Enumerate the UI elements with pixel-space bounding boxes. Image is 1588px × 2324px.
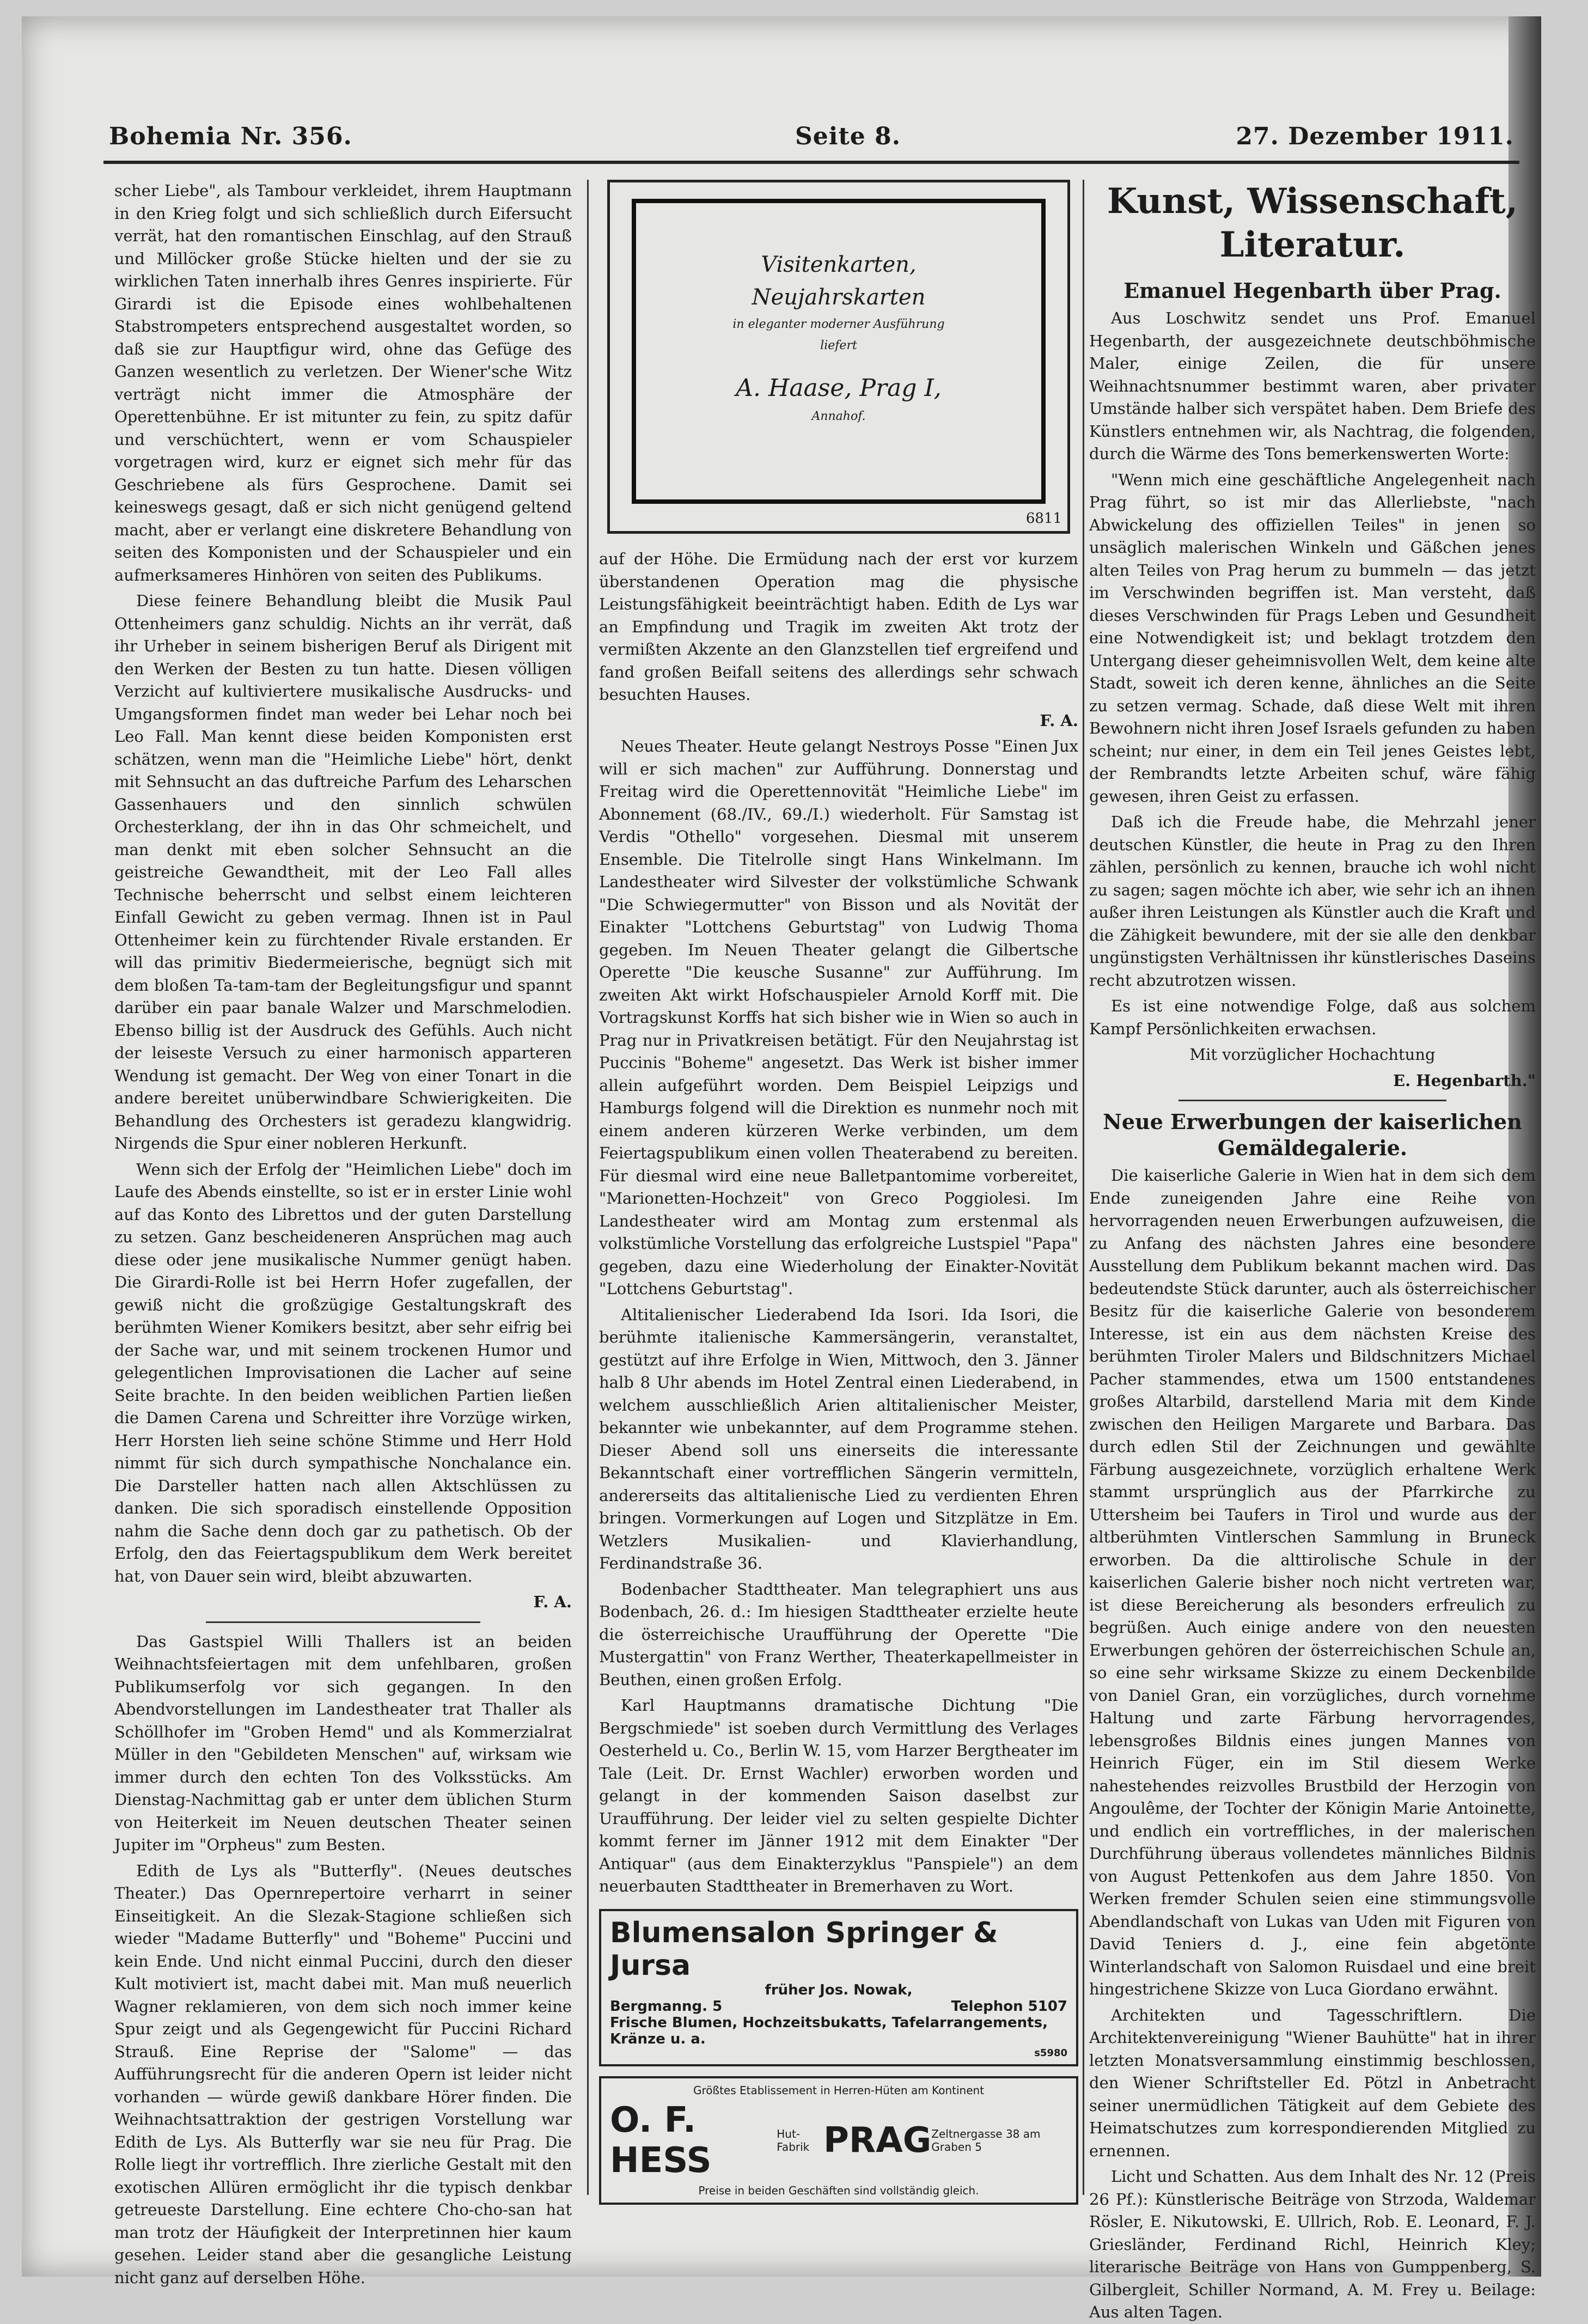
newspaper-page [22, 16, 1541, 2321]
article-heading: Neue Erwerbungen der kaiserlichen Gemäldegalerie. [1103, 1109, 1522, 1160]
article-paragraph: Es ist eine notwendige Folge, daß aus solchem Kampf Persönlichkeiten erwachsen. [1089, 997, 1536, 1038]
column-rule-2 [1083, 180, 1084, 2195]
article-heading: Emanuel Hegenbarth über Prag. [1123, 278, 1501, 303]
article-paragraph: Das Gastspiel Willi Thallers ist an beiden Weihnachtsfeiertagen mit dem unfehlbaren, großen Publikumserfolg vor sich gegangen. In den Abendvorstellungen im Landestheater trat Thaller als Schöllhofer im "Groben Hemd" und als Kommerzialrat Müller in den "Gebildeten Menschen" auf, wirksam wie immer durch den echten Ton des Volksstücks. Am Dienstag-Nachmittag gab er unter dem üblichen Sturm von Heiterkeit im Neuen deutschen Theater seinen Jupiter im "Orpheus" zum Besten. [114, 1632, 572, 1854]
ad-brand: O. F. HESS [610, 2100, 712, 2181]
ad-line: in eleganter moderner Ausführung [732, 318, 945, 331]
column-2 [599, 180, 1078, 2206]
article-paragraph: Diese feinere Behandlung bleibt die Musik Paul Ottenheimers ganz schuldig. Nichts an ihr verrät, daß ihr Urheber in seinem bisherigen Beruf als Dirigent mit den Werken der Besten zu tun hatte. Diesen völligen Verzicht auf kultiviertere musikalische Ausdrucks- und Umgangsformen findet man weder bei Lehar noch bei Leo Fall. Man kennt diese beiden Komponisten erst schätzen, wenn man die "Heimliche Liebe" hört, denkt mit Sehnsucht an das duftreiche Parfum des Leharschen Gassenhauers und den sinnlich schwülen Orchesterklang, der ihn in das Ohr schmeichelt, und man denkt mit eben solcher Sehnsucht an die geistreiche Gewandtheit, mit der Leo Fall alles Technische beherrscht und selbst einem leichteren Einfall Gewicht zu geben vermag. Ihnen ist in Paul Ottenheimer kein zu fürchtender Rivale erstanden. Er will das primitiv Biedermeierische, begnügt sich mit dem bloßen Ta-tam-tam der Begleitungsfigur und spannt darüber ein paar banale Walzer und Marschmelodien. Ebenso billig ist der Ausdruck des Gefühls. Auch nicht der leiseste Versuch zu einer harmonisch apparteren Wendung ist gemacht. Der Weg von einer Tonart in die andere bereitet unüberwindbare Schwierigkeiten. Die Behandlung des Orchesters ist geradezu klangwidrig. Nirgends die Spur einer nobleren Herkunft. [114, 591, 572, 1152]
ad-line: Visitenkarten, [761, 252, 917, 277]
article-paragraph: Licht und Schatten. Aus dem Inhalt des Nr. 12 (Preis 26 Pf.): Künstlerische Beiträge von Strzoda, Waldemar Rösler, E. Nikutowski, E. Ullrich, Rob. E. Leonard, F. J. Griesländer, Ferdinand Richl, Heinrich Kley; literarische Beiträge von Hans von Gumppenberg, S. Gilbergleit, Schiller Normand, A. M. Frey u. Beilage: Aus alten Tagen. [1089, 2167, 1536, 2321]
ad-phone: Telephon 5107 [951, 1998, 1067, 2015]
advertisement-hess [599, 2076, 1078, 2205]
author-signature: F. A. [533, 1593, 572, 1611]
ad-line: liefert [820, 339, 857, 352]
ad-line: Neujahrskarten [752, 285, 926, 310]
ad-line: früher Jos. Nowak, [765, 1981, 913, 1998]
ad-code: 6811 [1025, 510, 1062, 527]
ad-line: Annahof. [811, 410, 866, 423]
article-paragraph: Wenn sich der Erfolg der "Heimlichen Liebe" doch im Laufe des Abends einstellte, so ist er in erster Linie wohl auf das Konto des Librettos und der guten Darstellung zu setzen. Ganz bescheideneren Ansprüchen mag auch diese oder jene musikalische Nummer genügt haben. Die Girardi-Rolle ist bei Herrn Hofer zugefallen, der gewiß nicht die großzügige Gestaltungskraft des berühmten Wiener Komikers besitzt, aber sehr eifrig bei der Sache war, und mit seinem trockenen Humor und gelegentlichen Improvisationen die Lacher auf seine Seite brachte. In den beiden weiblichen Partien ließen die Damen Carena und Schreitter ihre Vorzüge wirken, Herr Horsten lieh seine schöne Stimme und Herr Hold nimmt für sich durch sympathische Nonchalance ein. Die Darsteller hatten nach allen Aktschlüssen zu danken. Die sich sporadisch einstellende Opposition nahm die Sache denn doch gar zu pathetisch. Ob der Erfolg, den das Feiertagspublikum dem Werk bereitet hat, von Dauer sein wird, bleibt abzuwarten. [114, 1160, 572, 1585]
ad-line: Frische Blumen, Hochzeitsbukatts, Tafelarrangements, Kränze u. a. [610, 2014, 1048, 2047]
ad-line: Hut-Fabrik [777, 2127, 810, 2154]
ad-address: Bergmanng. 5 [610, 1998, 723, 2015]
advertisement-visitenkarten [607, 180, 1070, 534]
column-1 [114, 180, 572, 2287]
ad-title: Blumensalon Springer & Jursa [610, 1916, 998, 1982]
letter-signature: E. Hegenbarth." [1393, 1071, 1536, 1090]
article-paragraph: Daß ich die Freude habe, die Mehrzahl jener deutschen Künstler, die heute in Prag zu den Ihren zählen, persönlich zu kennen, brauche ich wohl nicht zu sagen; sagen möchte ich aber, wie sehr ich an ihnen außer ihren Leistungen als Künstler auch die Kraft und die Zähigkeit bewundere, mit der sie alle den denkbar ungünstigsten Verhältnissen ihr künstlerisches Daseins recht abzutrotzen wissen. [1089, 813, 1536, 990]
article-paragraph: Neues Theater. Heute gelangt Nestroys Posse "Einen Jux will er sich machen" zur Aufführung. Donnerstag und Freitag wird die Operettennovität "Heimliche Liebe" im Abonnement (68./IV., 69./I.) wiederholt. Für Samstag ist Verdis "Othello" vorgesehen. Diesmal mit unserem Ensemble. Die Titelrolle singt Hans Winkelmann. Im Landestheater wird Silvester der volkstümliche Schwank "Die Schwiegermutter" von Bisson und als Novität der Einakter "Lottchens Geburtstag" von Ludwig Thoma gegeben. Im Neuen Theater gelangt die Gilbertsche Operette "Die keusche Susanne" zur Aufführung. Im zweiten Akt wirkt Hofschauspieler Arnold Korff mit. Die Vortragskunst Korffs hat sich bisher wie in Wien so auch in Prag nur in Privatkreisen betätigt. Für den Neujahrstag ist Puccinis "Boheme" angesetzt. Das Werk ist bisher immer allein aufgeführt worden. Dem Beispiel Leipzigs und Hamburgs folgend will die Direktion es nunmehr noch mit einem anderen kürzeren Werke verbinden, um dem Feiertagspublikum einen vollen Theaterabend zu bereiten. Für diesmal wird eine neue Balletpantomime vorbereitet, "Marionetten-Hochzeit" von Greco Poggiolesi. Im Landestheater wird am Montag zum erstenmal als volkstümliche Vorstellung das erfolgreiche Lustspiel "Papa" gegeben, dazu eine Wiederholung der Einakter-Novität "Lottchens Geburtstag". [599, 737, 1078, 1298]
article-paragraph: Die kaiserliche Galerie in Wien hat in dem sich dem Ende zuneigenden Jahre eine Reihe von hervorragenden neuen Erwerbungen aufzuweisen, die zu Anfang des nächsten Jahres eine besondere Ausstellung dem Publikum bekannt machen wird. Das bedeutendste Stück darunter, auch als österreichischer Besitz für die kaiserliche Galerie von besonderem Interesse, ist ein aus dem nächsten Kreise des berühmten Tiroler Malers und Bildschnitzers Michael Pacher stammendes, etwa um 1500 entstandenes großes Altarbild, darstellend Maria mit dem Kinde zwischen den Heiligen Margarete und Barbara. Das durch edlen Stil der Zeichnungen und gewählte Färbung ausgezeichnete, vorzüglich erhaltene Werk stammt ursprünglich aus der Pfarrkirche zu Uttersheim bei Taufers in Tirol und wurde aus der altberühmten Vintlerschen Sammlung in Bruneck erworben. Da die alttirolische Schule in der kaiserlichen Galerie bisher noch nicht vertreten war, ist diese Bereicherung als besonders erfreulich zu begrüßen. Auch einige andere von den neuesten Erwerbungen gehören der österreichischen Schule an, so eine sehr wirksame Skizze zu einem Deckenbilde von Daniel Gran, ein vorzügliches, durch vornehme Haltung und zarte Färbung hervorragendes, lebensgroßes Bildnis eines jungen Mannes von Heinrich Füger, ein im Stil diesem Werke nahestehendes reizvolles Brustbild der Herzogin von Angoulême, der Tochter der Königin Marie Antoinette, und endlich ein vortreffliches, in der malerischen Durchführung überaus vollendetes männliches Bildnis von August Pettenkofen aus dem Jahre 1850. Von Werken fremder Schulen seien eine stimmungsvolle Abendlandschaft von Lukas van Uden mit Figuren von David Teniers d. J., eine fein abgetönte Winterlandschaft von Salomon Ruisdael und eine breit hingestrichene Skizze von Luca Giordano erwähnt. [1089, 1166, 1536, 1998]
section-title: Kunst, Wissenschaft, Literatur. [1107, 181, 1518, 265]
letter-closing: Mit vorzüglicher Hochachtung [1189, 1045, 1436, 1064]
advertisement-springer-jursa [599, 1909, 1078, 2066]
article-paragraph: Altitalienischer Liederabend Ida Isori. Ida Isori, die berühmte italienische Kammersängerin, veranstaltet, gestützt auf ihre Erfolge in Wien, Mittwoch, den 3. Jänner halb 8 Uhr abends im Hotel Zentral einen Liederabend, in welchem ausschließlich Arien altitalienischer Meister, bekannter wie unbekannter, auf dem Programme stehen. Dieser Abend soll uns einerseits die interessante Bekanntschaft einer vortrefflichen Sängerin vermitteln, andererseits das altitalienische Lied zu verdienten Ehren bringen. Vormerkungen auf Logen und Sitzplätze in Em. Wetzlers Musikalien- und Klavierhandlung, Ferdinandstraße 36. [599, 1305, 1078, 1572]
page-number: Seite 8. [795, 123, 901, 150]
column-3 [1089, 180, 1536, 2321]
ad-code: s5980 [1034, 2047, 1067, 2059]
separator [1178, 1100, 1446, 1101]
article-paragraph: "Wenn mich eine geschäftliche Angelegenheit nach Prag führt, so ist mir das Allerliebste, "nach Abwickelung des offiziellen Teiles" in jenen so unsäglich malerischen Winkeln und Gäßchen jenes alten Teiles von Prag herum zu bummeln — das jetzt im Verschwinden begriffen ist. Man versteht, daß dieses Verschwinden für Prags Leben und Gesundheit eine Notwendigkeit ist; und beklagt trotzdem den Untergang dieser geheimnisvollen Welt, dem keine alte Stadt, soweit ich deren kenne, ähnliches an die Seite zu setzen vermag. Schade, daß diese Welt mit ihren Bewohnern nicht ihren Josef Israels gefunden zu haben scheint; nur einer, in dem ein Teil jenes Geistes lebt, der Rembrandts letzte Arbeiten schuf, wäre fähig gewesen, ihren Geist zu erfassen. [1089, 470, 1536, 806]
issue-date: 27. Dezember 1911. [1236, 123, 1514, 150]
ad-address: Zeltnergasse 38 am Graben 5 [931, 2127, 1041, 2154]
article-paragraph: Edith de Lys als "Butterfly". (Neues deutsches Theater.) Das Opernrepertoire verharrt in seiner Einseitigkeit. An die Slezak-Stagione schließen sich wieder "Madame Butterfly" und "Boheme" Puccini und kein Ende. Und nicht einmal Puccini, durch den dieser Kult motiviert ist, macht dabei mit. Man muß neuerlich Wagner reklamieren, von dem sich noch immer keine Spur zeigt und als Gegengewicht für Puccini Richard Strauß. Eine Reprise der "Salome" — das Aufführungsrecht für die anderen Opern ist leider nicht vorhanden — würde gewiß dankbare Hörer finden. Die Weihnachtsattraktion der gestrigen Vorstellung war Edith de Lys. Als Butterfly war sie neu für Prag. Die Rolle liegt ihr vortrefflich. Ihre zierliche Gestalt mit den exotischen Allüren ermöglicht ihr die typisch denkbar getreueste Darstellung. Eine echtere Cho-cho-san hat man trotz der Häufigkeit der Interpretinnen hier kaum gesehen. Leider stand aber die gesangliche Leistung nicht ganz auf derselben Höhe. [114, 1861, 572, 2287]
ad-line: Größtes Etablissement in Herren-Hüten am Kontinent [693, 2083, 985, 2097]
ad-frame [632, 199, 1046, 504]
article-paragraph: auf der Höhe. Die Ermüdung nach der erst vor kurzem überstandenen Operation mag die physische Leistungsfähigkeit beeinträchtigt haben. Edith de Lys war an Empfindung und Tragik im zweiten Akt trotz der vermißten Akzente an den Glanzstellen tief ergreifend und fand großen Beifall seitens des allerdings sehr schwach besuchten Hauses. [599, 550, 1078, 704]
article-paragraph: Bodenbacher Stadttheater. Man telegraphiert uns aus Bodenbach, 26. d.: Im hiesigen Stadttheater erzielte heute die österreichische Uraufführung der Operette "Die Mustergattin" von Franz Werther, Theaterkapellmeister in Beuthen, einen großen Erfolg. [599, 1579, 1078, 1689]
author-signature: F. A. [1040, 711, 1078, 730]
article-paragraph: Aus Loschwitz sendet uns Prof. Emanuel Hegenbarth, der ausgezeichnete deutschböhmische Maler, einige Zeilen, die für unsere Weihnachtsnummer bestimmt waren, aber privater Umstände halber sich verspätet haben. Dem Briefe des Künstlers entnehmen wir, als Nachtrag, die folgenden, durch die Wärme des Tons bemerkenswerten Worte: [1089, 309, 1536, 463]
separator [206, 1621, 480, 1623]
column-rule-1 [587, 180, 589, 2195]
ad-city: PRAG [823, 2120, 932, 2161]
page-header [103, 123, 1519, 164]
article-paragraph: scher Liebe", als Tambour verkleidet, ihrem Hauptmann in den Krieg folgt und sich schließlich durch Eifersucht verrät, hat den romantischen Einschlag, auf den Strauß und Millöcker große Stücke hielten und der sie zu wirklichen Taten innerhalb ihres Genres inspirierte. Für Girardi ist die Episode eines wohlbehaltenen Stabstrompeters entsprechend ausgestaltet worden, so daß sie zur Hauptfigur wird, ohne das Gefüge des Ganzen wesentlich zu verletzen. Der Wiener'sche Witz verträgt nicht immer die Atmosphäre der Operettenbühne. Er ist mitunter zu fein, zu spitz dafür und verschüchtert, wenn er vom Schauspieler vorgetragen wird, kurz er eignet sich mehr für das Geschriebene als fürs Gesprochene. Damit sei keineswegs gesagt, daß er sich nicht genügend geltend macht, aber er verlangt eine diskretere Behandlung von seiten des Komponisten und der Schauspieler und ein aufmerksameres Hinhören von seiten des Publikums. [114, 181, 572, 584]
article-paragraph: Karl Hauptmanns dramatische Dichtung "Die Bergschmiede" ist soeben durch Vermittlung des Verlages Oesterheld u. Co., Berlin W. 15, vom Harzer Bergtheater im Tale (Leit. Dr. Ernst Wachler) erworben worden und gelangt in der kommenden Saison daselbst zur Uraufführung. Der leider viel zu selten gespielte Dichter kommt ferner im Jänner 1912 mit dem Einakter "Der Antiquar" (aus dem Einakterzyklus "Panspiele") an dem neuerbauten Stadttheater in Bremerhaven zu Wort. [599, 1696, 1078, 1895]
issue-number: Bohemia Nr. 356. [109, 123, 352, 150]
article-paragraph: Architekten und Tagesschriftlern. Die Architektenvereinigung "Wiener Bauhütte" hat in ihrer letzten Monatsversammlung einstimmig beschlossen, den Wiener Schriftsteller Ed. Pötzl in Anbetracht seiner unermüdlichen Tätigkeit auf dem Gebiete des Heimatschutzes zum korrespondierenden Mitglied zu ernennen. [1089, 2005, 1536, 2160]
ad-line: Preise in beiden Geschäften sind vollständig gleich. [698, 2183, 979, 2197]
ad-line: A. Haase, Prag I, [736, 374, 942, 402]
